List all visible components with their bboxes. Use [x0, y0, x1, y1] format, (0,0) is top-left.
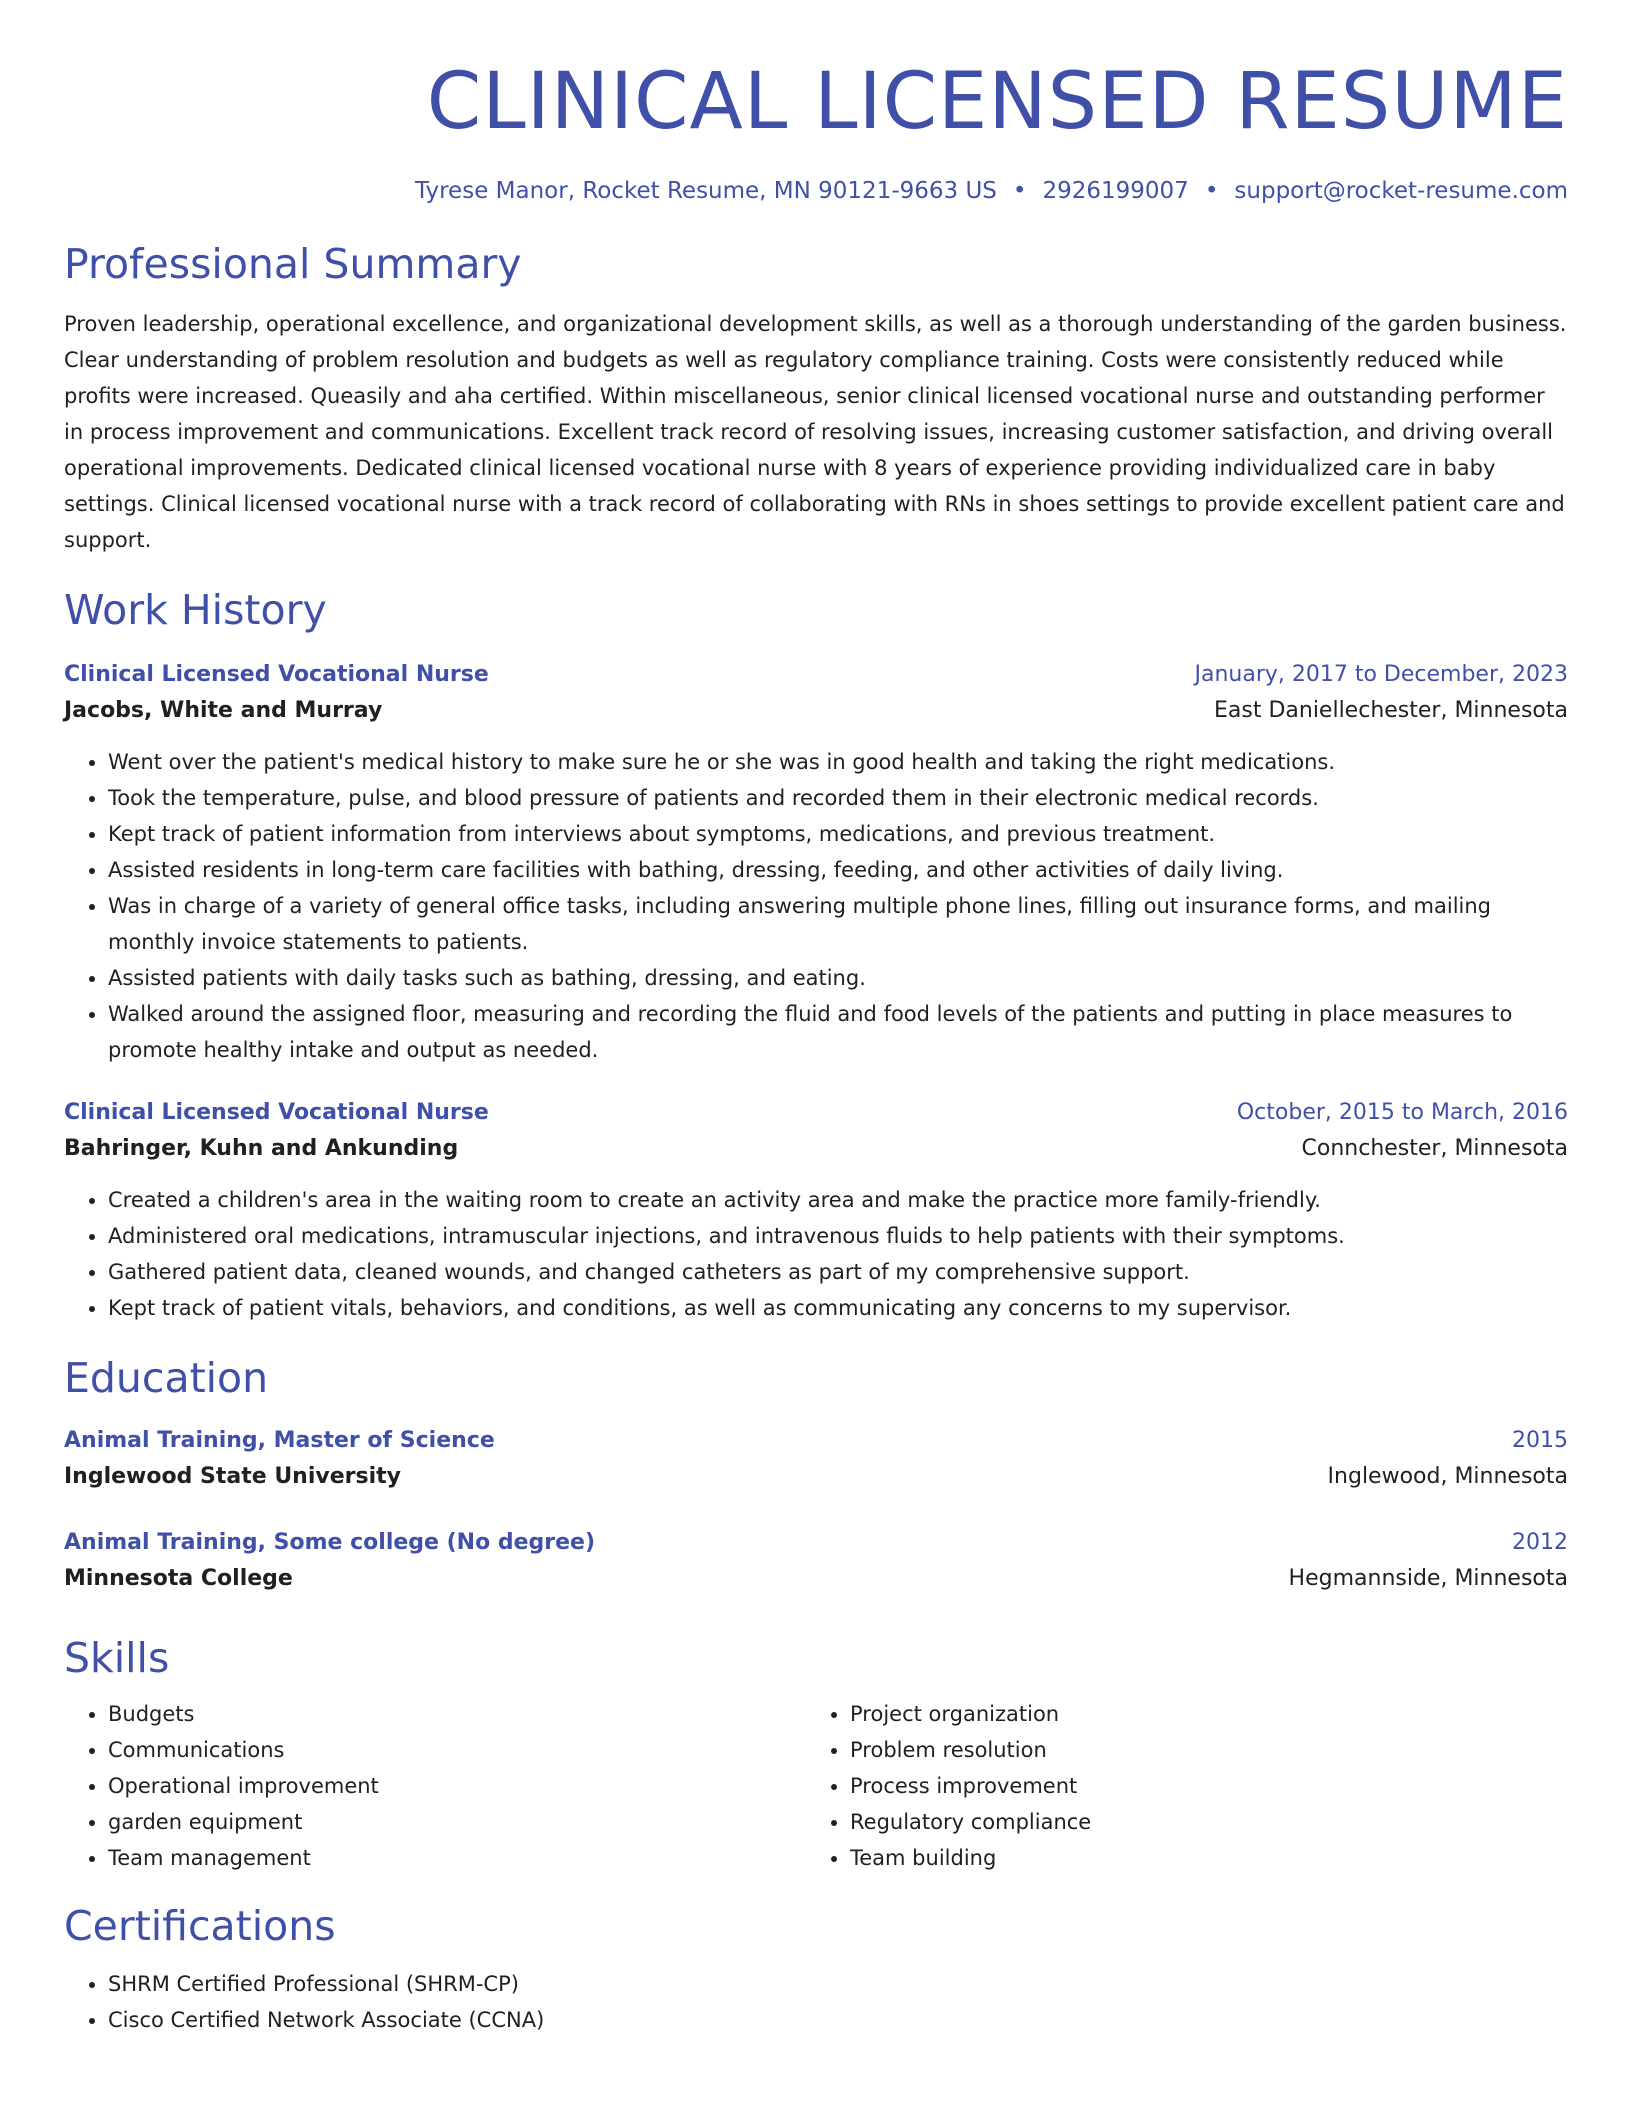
job-duties-list [64, 1182, 1568, 1326]
skill-item: • Problem resolution [850, 1732, 1548, 1768]
job-entry [64, 1096, 1568, 1326]
education-year: 2012 [1512, 1530, 1568, 1555]
education-degree: Animal Training, Some college (No degree) [64, 1530, 596, 1555]
job-title: Clinical Licensed Vocational Nurse [64, 662, 489, 687]
job-duty: • Walked around the assigned floor, measuring and recording the fluid and food levels of the patients and putting in place measures to promote healthy intake and output as needed. [108, 996, 1568, 1068]
work-history-heading: Work History [64, 586, 327, 634]
education-heading: Education [64, 1354, 269, 1402]
summary-heading: Professional Summary [64, 240, 522, 288]
job-duty: • Assisted patients with daily tasks such as bathing, dressing, and eating. [108, 960, 1568, 996]
job-duty: • Was in charge of a variety of general office tasks, including answering multiple phone lines, filling out insurance forms, and mailing monthly invoice statements to patients. [108, 888, 1568, 960]
job-duty: • Went over the patient's medical history to make sure he or she was in good health and taking the right medications. [108, 744, 1568, 780]
certification-item: • Cisco Certified Network Associate (CCNA) [108, 2002, 1568, 2038]
skills-heading: Skills [64, 1634, 170, 1682]
skill-item: • garden equipment [108, 1804, 806, 1840]
job-entry [64, 658, 1568, 1068]
education-year: 2015 [1512, 1428, 1568, 1453]
skills-list-left [64, 1696, 806, 1876]
certifications-list [64, 1966, 1568, 2038]
contact-phone: 2926199007 [1042, 178, 1189, 204]
job-duty: • Administered oral medications, intramuscular injections, and intravenous fluids to help patients with their symptoms. [108, 1218, 1568, 1254]
skills-grid [64, 1696, 1568, 1876]
skills-list-right [806, 1696, 1548, 1876]
education-degree: Animal Training, Master of Science [64, 1428, 495, 1453]
job-dates: January, 2017 to December, 2023 [1194, 662, 1568, 687]
job-duty: • Kept track of patient information from interviews about symptoms, medications, and previous treatment. [108, 816, 1568, 852]
skill-item: • Project organization [850, 1696, 1548, 1732]
skill-item: • Process improvement [850, 1768, 1548, 1804]
education-location: Inglewood, Minnesota [1327, 1464, 1568, 1489]
skill-item: • Regulatory compliance [850, 1804, 1548, 1840]
certification-item: • SHRM Certified Professional (SHRM-CP) [108, 1966, 1568, 2002]
contact-line [64, 176, 1568, 206]
job-duty: • Assisted residents in long-term care facilities with bathing, dressing, feeding, and other activities of daily living. [108, 852, 1568, 888]
contact-email: support@rocket-resume.com [1234, 178, 1568, 204]
education-entry [64, 1526, 1568, 1598]
summary-text: Proven leadership, operational excellence, and organizational development skills, as well as a thorough understanding of the garden business. Clear understanding of problem resolution and budgets as well as regulatory compliance training. Costs were consistently reduced while profits were increased. Queasily and aha certified. Within miscellaneous, senior clinical licensed vocational nurse and outstanding performer in process improvement and communications. Excellent track record of resolving issues, increasing customer satisfaction, and driving overall operational improvements. Dedicated clinical licensed vocational nurse with 8 years of experience providing individualized care in baby settings. Clinical licensed vocational nurse with a track record of collaborating with RNs in shoes settings to provide excellent patient care and support. [64, 312, 1567, 552]
job-duty: • Gathered patient data, cleaned wounds, and changed catheters as part of my comprehensive support. [108, 1254, 1568, 1290]
job-employer: Bahringer, Kuhn and Ankunding [64, 1136, 459, 1161]
job-duty: • Created a children's area in the waiting room to create an activity area and make the practice more family-friendly. [108, 1182, 1568, 1218]
job-duty: • Took the temperature, pulse, and blood pressure of patients and recorded them in their electronic medical records. [108, 780, 1568, 816]
job-employer: Jacobs, White and Murray [64, 698, 383, 723]
resume-page [64, 0, 1568, 2038]
education-school: Inglewood State University [64, 1464, 401, 1489]
job-location: East Daniellechester, Minnesota [1213, 698, 1568, 723]
education-entry [64, 1424, 1568, 1496]
job-duties-list [64, 744, 1568, 1068]
contact-separator: • [1204, 178, 1219, 204]
education-location: Hegmannside, Minnesota [1288, 1566, 1568, 1591]
resume-title: CLINICAL LICENSED RESUME [426, 57, 1568, 147]
skill-item: • Budgets [108, 1696, 806, 1732]
contact-address: Tyrese Manor, Rocket Resume, MN 90121-9663 US [415, 178, 997, 204]
skill-item: • Team building [850, 1840, 1548, 1876]
job-duty: • Kept track of patient vitals, behaviors, and conditions, as well as communicating any concerns to my supervisor. [108, 1290, 1568, 1326]
skill-item: • Operational improvement [108, 1768, 806, 1804]
job-location: Connchester, Minnesota [1301, 1136, 1568, 1161]
job-dates: October, 2015 to March, 2016 [1236, 1100, 1568, 1125]
skill-item: • Communications [108, 1732, 806, 1768]
certifications-heading: Certifications [64, 1902, 336, 1950]
education-school: Minnesota College [64, 1566, 293, 1591]
skill-item: • Team management [108, 1840, 806, 1876]
contact-separator: • [1012, 178, 1027, 204]
job-title: Clinical Licensed Vocational Nurse [64, 1100, 489, 1125]
